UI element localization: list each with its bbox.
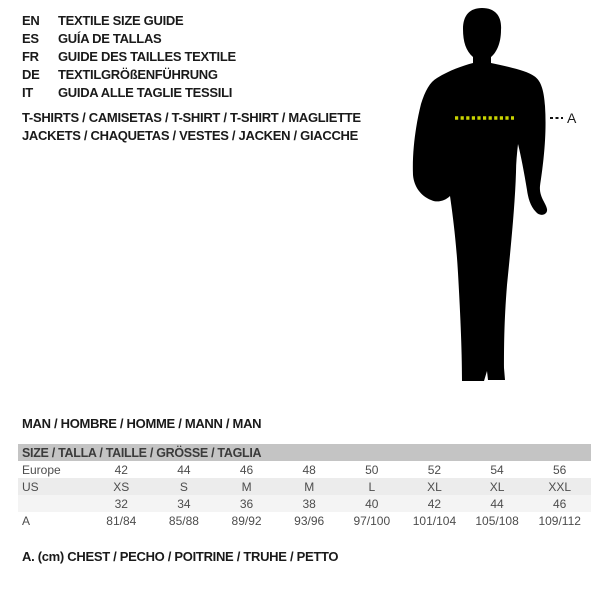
language-row-en [22, 11, 236, 29]
size-cell: M [241, 479, 252, 494]
language-title-list [22, 11, 236, 101]
language-title: GUIDE DES TAILLES TEXTILE [58, 48, 236, 64]
language-row-de [22, 65, 236, 83]
language-title: TEXTILE SIZE GUIDE [58, 12, 184, 28]
language-code: FR [22, 48, 39, 64]
measurement-footnote: A. (cm) CHEST / PECHO / POITRINE / TRUHE / PETTO [22, 549, 339, 564]
size-cell: 46 [553, 496, 567, 511]
man-silhouette-figure [400, 0, 600, 400]
product-type-list [22, 109, 361, 145]
size-cell: 81/84 [106, 513, 137, 528]
language-row-fr [22, 47, 236, 65]
language-row-es [22, 29, 236, 47]
size-cell: M [304, 479, 315, 494]
product-line-jackets: JACKETS / CHAQUETAS / VESTES / JACKEN / GIACCHE [22, 128, 358, 143]
size-cell: 97/100 [353, 513, 391, 528]
chest-measure-label: A [567, 110, 577, 126]
size-cell: 93/96 [294, 513, 325, 528]
gender-section-title: MAN / HOMBRE / HOMME / MANN / MAN [22, 416, 262, 431]
size-cell: 54 [490, 462, 504, 477]
size-cell: 44 [490, 496, 504, 511]
size-cell: 46 [239, 462, 254, 477]
size-table [18, 444, 591, 529]
size-cell: 89/92 [231, 513, 262, 528]
language-row-it [22, 83, 236, 101]
size-cell: 56 [553, 462, 567, 477]
size-cell: 36 [239, 496, 254, 511]
size-cell: 48 [302, 462, 316, 477]
size-table-header: SIZE / TALLA / TAILLE / GRÖSSE / TAGLIA [18, 444, 591, 461]
size-cell: 34 [177, 496, 191, 511]
size-cell: 105/108 [475, 513, 519, 528]
size-cell: XXL [548, 479, 572, 494]
language-title: GUIDA ALLE TAGLIE TESSILI [58, 84, 233, 100]
row-label: A [22, 513, 31, 528]
man-silhouette [413, 8, 547, 381]
size-cell: S [179, 479, 188, 494]
size-cell: 50 [365, 462, 379, 477]
language-title: GUÍA DE TALLAS [58, 30, 162, 46]
table-row-europe [18, 461, 591, 478]
size-cell: 101/104 [412, 513, 457, 528]
size-cell: 109/112 [538, 513, 581, 528]
language-code: IT [22, 84, 33, 100]
size-cell: 85/88 [168, 513, 199, 528]
row-label: US [22, 479, 39, 494]
row-label: Europe [22, 462, 61, 477]
size-cell: 32 [114, 496, 128, 511]
size-cell: XL [427, 479, 442, 494]
table-row-numeric [18, 495, 591, 512]
size-cell: 52 [427, 462, 442, 477]
language-title: TEXTILGRÖßENFÜHRUNG [58, 66, 218, 82]
language-code: DE [22, 66, 40, 82]
table-row-us [18, 478, 591, 495]
size-cell: 44 [177, 462, 191, 477]
size-cell: XL [489, 479, 505, 494]
size-cell: 42 [114, 462, 128, 477]
product-line-tshirts: T-SHIRTS / CAMISETAS / T-SHIRT / T-SHIRT / MAGLIETTE [22, 110, 361, 125]
size-cell: XS [113, 479, 130, 494]
table-row-chest-cm [18, 512, 591, 529]
size-cell: 42 [427, 496, 442, 511]
size-cell: L [368, 479, 376, 494]
language-code: EN [22, 12, 40, 28]
size-cell: 38 [302, 496, 316, 511]
language-code: ES [22, 30, 39, 46]
size-cell: 40 [365, 496, 379, 511]
